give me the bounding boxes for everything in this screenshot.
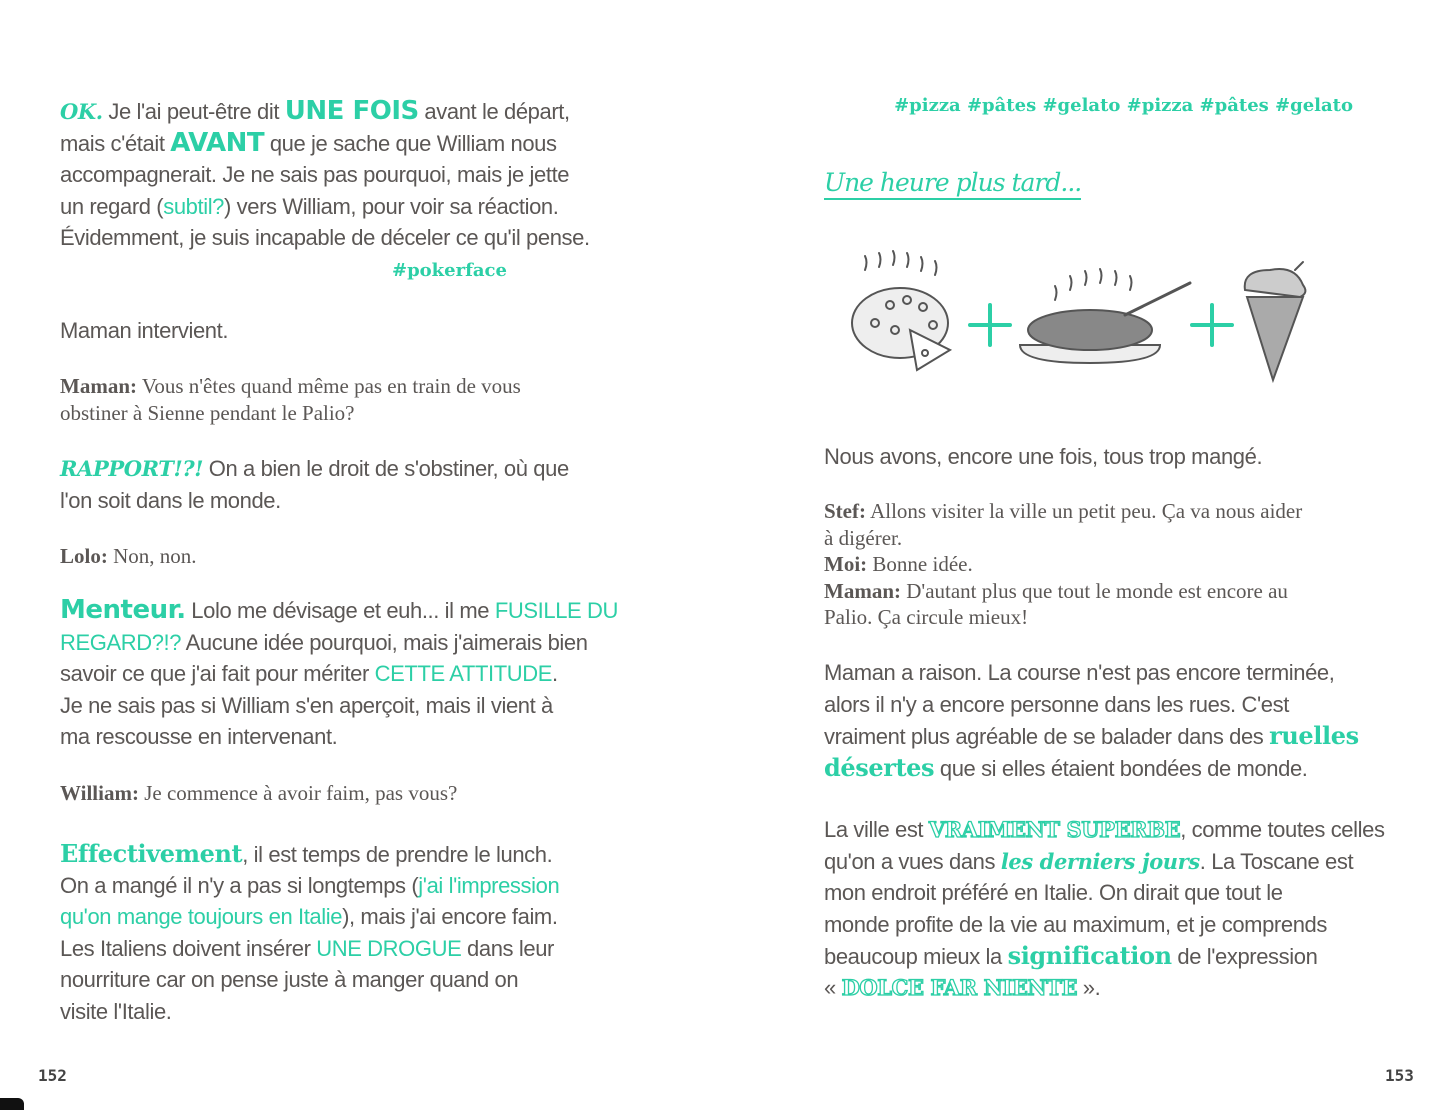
text-line bbox=[60, 128, 620, 160]
text-line bbox=[824, 846, 1384, 878]
text-line bbox=[60, 627, 620, 659]
paragraph bbox=[60, 838, 620, 1027]
text-line bbox=[60, 453, 620, 485]
text-line bbox=[824, 752, 1384, 784]
text-segment: mon endroit préféré en Italie. On dirait que tout le bbox=[824, 880, 1283, 905]
paragraph bbox=[60, 595, 620, 753]
text-segment: visite l'Italie. bbox=[60, 998, 172, 1024]
emphasis-text: William: bbox=[60, 781, 139, 805]
spaghetti-icon bbox=[1020, 269, 1190, 363]
emphasis-text: Moi: bbox=[824, 552, 868, 576]
text-segment: On a mangé il n'y a pas si longtemps ( bbox=[60, 872, 419, 898]
page-number: 152 bbox=[38, 1066, 67, 1085]
text-segment: Non, non. bbox=[107, 544, 197, 568]
text-segment: qu'on a vues dans bbox=[824, 848, 1001, 874]
text-line bbox=[60, 690, 620, 722]
paragraph bbox=[824, 657, 1384, 783]
plus-icon bbox=[1192, 305, 1232, 345]
text-segment: de l'expression bbox=[1171, 944, 1318, 969]
text-segment: Je l'ai peut-être dit bbox=[102, 99, 285, 124]
emphasis-text: ruelles bbox=[1269, 721, 1359, 750]
text-segment: ) vers William, pour voir sa réaction. bbox=[224, 193, 559, 219]
emphasis-text: FUSILLE DU bbox=[494, 598, 618, 623]
emphasis-text: les derniers jours bbox=[1000, 848, 1200, 874]
text-segment: dans leur bbox=[461, 935, 554, 961]
text-segment: savoir ce que j'ai fait pour mériter bbox=[60, 661, 375, 686]
text-segment: Je commence à avoir faim, pas vous? bbox=[138, 781, 458, 805]
pizza-icon bbox=[852, 251, 950, 370]
page-number: 153 bbox=[1385, 1066, 1414, 1085]
text-line bbox=[60, 964, 620, 996]
emphasis-text: UNE FOIS bbox=[284, 96, 419, 126]
text-segment: Je ne sais pas si William s'en aperçoit, mais il vient à bbox=[60, 692, 553, 718]
text-segment: Maman intervient. bbox=[60, 318, 229, 343]
text-segment: accompagnerait. Je ne sais pas pourquoi, mais je jette bbox=[60, 162, 570, 187]
text-segment: Bonne idée. bbox=[867, 552, 973, 576]
text-line bbox=[824, 551, 1384, 578]
text-segment: D'autant plus que tout le monde est encore au bbox=[901, 578, 1288, 603]
text-segment: monde profite de la vie au maximum, et je comprends bbox=[824, 911, 1327, 937]
emphasis-text: RAPPORT!?! bbox=[60, 456, 204, 481]
emphasis-text: Maman: bbox=[60, 374, 137, 398]
text-segment: Évidemment, je suis incapable de déceler ce qu'il pense. bbox=[60, 225, 590, 250]
text-segment: Palio. Ça circule mieux! bbox=[824, 605, 1029, 629]
text-line bbox=[824, 877, 1384, 909]
text-segment: à digérer. bbox=[824, 525, 903, 550]
text-segment: l'on soit dans le monde. bbox=[60, 487, 281, 513]
paragraph bbox=[824, 814, 1384, 1003]
paragraph bbox=[60, 453, 620, 516]
text-segment: que je sache que William nous bbox=[264, 130, 557, 156]
corner-mark bbox=[0, 1098, 24, 1110]
emphasis-text: DOLCE FAR NIENTE bbox=[841, 974, 1078, 1000]
emphasis-text: Effectivement bbox=[60, 839, 243, 868]
text-segment: Nous avons, encore une fois, tous trop mangé. bbox=[824, 444, 1263, 469]
text-segment: avant le départ, bbox=[418, 99, 570, 124]
text-segment: Maman a raison. La course n'est pas encore terminée, bbox=[824, 660, 1335, 685]
text-segment: La ville est bbox=[824, 817, 929, 842]
emphasis-text: CETTE ATTITUDE bbox=[374, 661, 552, 686]
hashtag-pokerface: #pokerface bbox=[392, 260, 507, 281]
text-segment: Vous n'êtes quand même pas en train de vous bbox=[137, 374, 521, 398]
text-line bbox=[60, 222, 620, 254]
text-segment: « bbox=[824, 974, 842, 1000]
text-segment: Les Italiens doivent insérer bbox=[60, 935, 317, 961]
text-line bbox=[60, 96, 620, 128]
text-line bbox=[60, 996, 620, 1028]
dialogue bbox=[60, 543, 620, 570]
paragraph bbox=[60, 315, 620, 347]
text-line bbox=[60, 780, 620, 807]
text-line bbox=[824, 578, 1384, 605]
emphasis-text: désertes bbox=[824, 752, 935, 782]
text-segment: nourriture car on pense juste à manger quand on bbox=[60, 967, 519, 992]
text-line bbox=[60, 658, 620, 690]
text-line bbox=[60, 315, 620, 347]
emphasis-text: Stef: bbox=[824, 499, 866, 523]
emphasis-text: VRAIMENT SUPERBE bbox=[928, 817, 1181, 842]
emphasis-text: j'ai l'impression bbox=[418, 872, 560, 898]
text-segment: mais c'était bbox=[60, 130, 171, 156]
text-line bbox=[60, 400, 620, 427]
text-line bbox=[60, 159, 620, 191]
dialogue bbox=[824, 498, 1384, 631]
ice-cream-cone-icon bbox=[1245, 262, 1306, 380]
text-line bbox=[60, 595, 620, 627]
text-segment: vraiment plus agréable de se balader dans des bbox=[824, 724, 1270, 749]
text-segment: ), mais j'ai encore faim. bbox=[342, 904, 558, 929]
text-segment: On a bien le droit de s'obstiner, où que bbox=[203, 456, 569, 481]
text-line bbox=[824, 909, 1384, 941]
text-line bbox=[60, 901, 620, 933]
text-line bbox=[60, 721, 620, 753]
text-line bbox=[824, 604, 1384, 631]
text-line bbox=[824, 720, 1384, 752]
text-segment: un regard ( bbox=[60, 193, 164, 219]
text-line bbox=[60, 485, 620, 517]
text-segment: . bbox=[552, 661, 558, 686]
text-line bbox=[824, 441, 1384, 473]
hashtags: #pizza #pâtes #gelato #pizza #pâtes #gelato bbox=[894, 95, 1353, 116]
emphasis-text: Lolo: bbox=[60, 544, 108, 568]
text-segment: obstiner à Sienne pendant le Palio? bbox=[60, 400, 355, 425]
text-line bbox=[824, 940, 1384, 972]
dialogue bbox=[60, 373, 620, 426]
text-line bbox=[824, 972, 1384, 1004]
section-heading: Une heure plus tard... bbox=[824, 168, 1081, 200]
plus-icon bbox=[970, 305, 1010, 345]
text-line bbox=[60, 373, 620, 400]
text-segment: que si elles étaient bondées de monde. bbox=[934, 755, 1308, 781]
text-segment: . La Toscane est bbox=[1199, 848, 1354, 874]
emphasis-text: UNE DROGUE bbox=[316, 935, 462, 961]
emphasis-text: subtil? bbox=[163, 193, 225, 219]
text-line bbox=[60, 191, 620, 223]
text-segment: beaucoup mieux la bbox=[824, 944, 1008, 969]
text-line bbox=[60, 933, 620, 965]
emphasis-text: qu'on mange toujours en Italie bbox=[60, 904, 343, 929]
text-line bbox=[60, 838, 620, 870]
emphasis-text: AVANT bbox=[170, 127, 265, 158]
text-line bbox=[824, 657, 1384, 689]
text-segment: alors il n'y a encore personne dans les rues. C'est bbox=[824, 691, 1289, 717]
text-line bbox=[824, 498, 1384, 525]
paragraph bbox=[824, 441, 1384, 473]
dialogue bbox=[60, 780, 620, 807]
emphasis-text: OK. bbox=[60, 99, 103, 124]
text-segment: , il est temps de prendre le lunch. bbox=[242, 842, 553, 867]
text-segment: , comme toutes celles bbox=[1180, 817, 1385, 842]
emphasis-text: Menteur. bbox=[60, 595, 186, 625]
text-segment: Aucune idée pourquoi, mais j'aimerais bien bbox=[181, 629, 588, 655]
text-line bbox=[824, 814, 1384, 846]
emphasis-text: REGARD?!? bbox=[60, 629, 182, 655]
text-line bbox=[60, 543, 620, 570]
text-line bbox=[824, 689, 1384, 721]
text-segment: ma rescousse en intervenant. bbox=[60, 724, 338, 749]
text-segment: ». bbox=[1077, 974, 1101, 1000]
emphasis-text: signification bbox=[1007, 941, 1172, 970]
text-line bbox=[60, 870, 620, 902]
text-line bbox=[824, 525, 1384, 552]
emphasis-text: Maman: bbox=[824, 578, 901, 603]
paragraph bbox=[60, 96, 620, 254]
food-illustration bbox=[845, 245, 1315, 385]
text-segment: Allons visiter la ville un petit peu. Ça va nous aider bbox=[865, 499, 1303, 523]
text-segment: Lolo me dévisage et euh... il me bbox=[185, 598, 495, 623]
